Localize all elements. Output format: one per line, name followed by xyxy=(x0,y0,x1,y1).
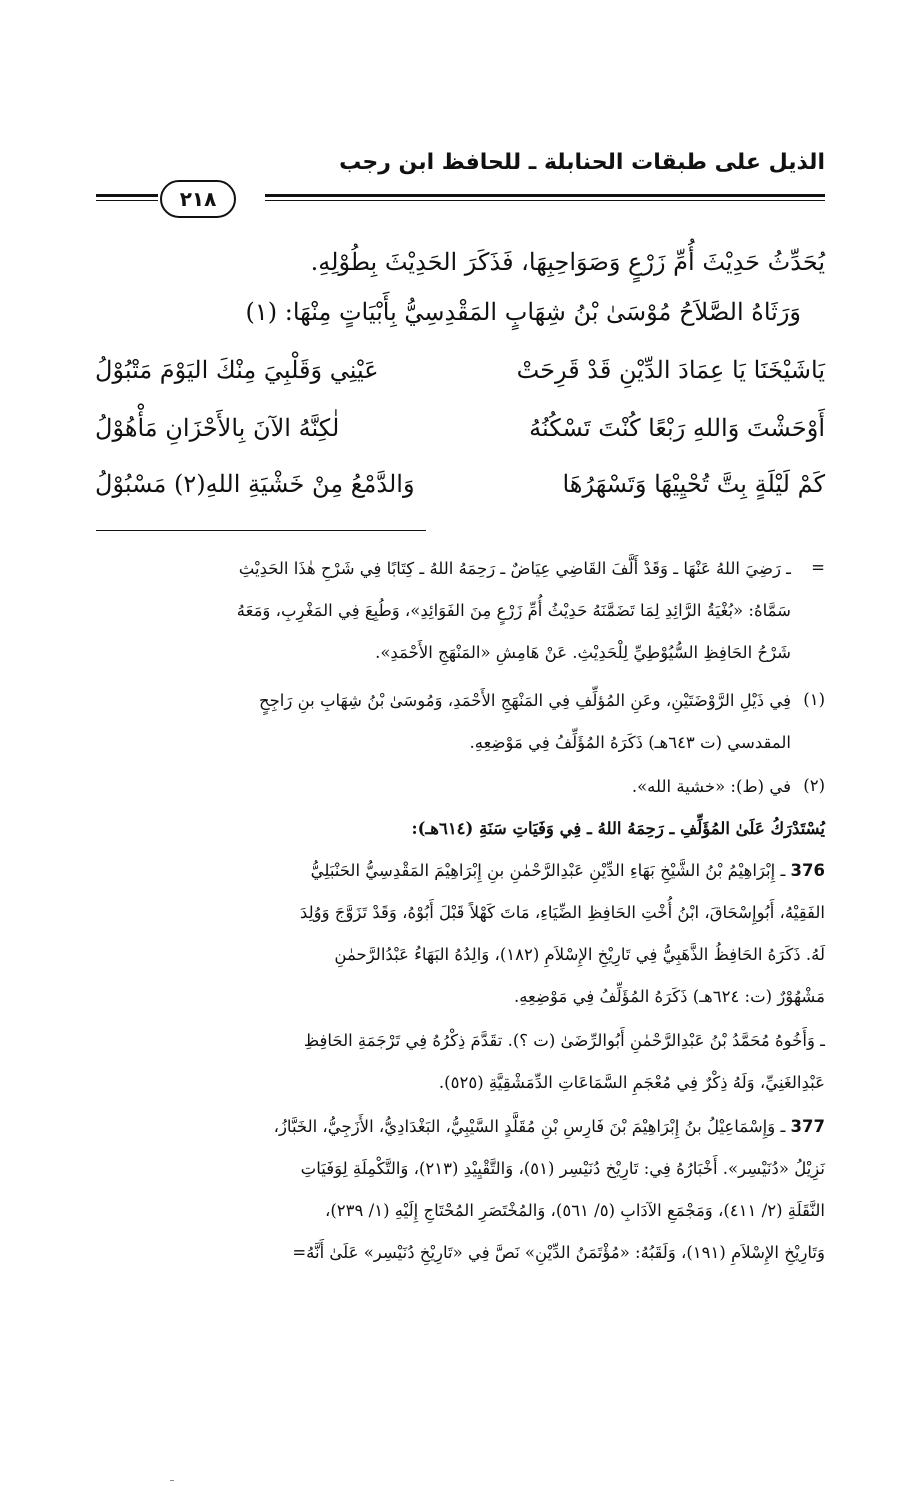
footnote-line: نَزِيْلُ «دُنَيْسِر». أَخْبَارُهُ فِي: تَارِيْخ دُنَيْسِر (٥١)، وَالتَّقْيِيْدِ (٢١٣)، وَالتَّكْمِلَةِ لِوَفَيَاتِ xyxy=(300,1159,825,1178)
footnote-line: النَّقَلَةِ (٢/ ٤١١)، وَمَجْمَعِ الآدَابِ (٥/ ٥٦١)، وَالمُخْتَصَرِ المُحْتَاجِ إِلَيْهِ (١/ ٢٣٩)، xyxy=(325,1201,825,1220)
header-rule-thick-left xyxy=(96,194,158,197)
header-rule-thin-left xyxy=(96,200,158,201)
footnote-separator xyxy=(96,530,426,531)
verse xyxy=(95,470,825,510)
footnote-line: لَهُ. ذَكَرَهُ الحَافِظُ الذَّهَبِيُّ فِي تَارِيْخِ الإِسْلاَمِ (١٨٢)، وَالِدُهُ البَهَاءُ عَبْدُالرَّحمٰنِ xyxy=(334,945,825,964)
footnote-line: وَتَارِيْخِ الإِسْلاَمِ (١٩١)، وَلَقَبُهُ: «مُؤْتَمَنُ الدِّيْنِ» نَصَّ فِي «تَارِيْخِ دُنَيْسِر» عَلَىٰ أَنَّهُ= xyxy=(292,1243,825,1262)
header-rule-thin xyxy=(265,200,825,201)
footnote-line: ـ رَضِيَ اللهُ عَنْهَا ـ وَقَدْ أَلَّفَ القَاضِي عِيَاضٌ ـ رَحِمَهُ اللهُ ـ كِتَابًا فِي شَرْحِ هٰذَا الحَدِيْثِ xyxy=(238,559,791,578)
entry-number: 376 xyxy=(790,861,825,880)
verse-first-hemistich: كَمْ لَيْلَةٍ بِتَّ تُحْيِيْهَا وَتَسْهَرُهَا xyxy=(562,470,825,498)
entry-377-line xyxy=(95,1114,825,1140)
footnote-line: عَبْدِالغَنِيِّ، وَلَهُ ذِكْرٌ فِي مُعْجَمِ السَّمَاعَاتِ الدِّمَشْقِيَّةِ (٥٢٥). xyxy=(438,1073,825,1092)
verse xyxy=(95,414,825,454)
verse-second-hemistich: لٰكِنَّهُ الآنَ بِالأَحْزَانِ مَأْهُوْلُ xyxy=(95,414,340,442)
footnote-line: شَرْحُ الحَافِظِ السُّيُوْطِيِّ لِلْحَدِيْثِ. عَنْ هَامِشِ «المَنْهَجِ الأَحْمَدِ». xyxy=(375,643,791,662)
trim-mark xyxy=(170,1480,174,1481)
verse-second-hemistich: وَالدَّمْعُ مِنْ خَشْيَةِ اللهِ(٢) مَسْبُوْلُ xyxy=(95,470,415,498)
book-title: الذيل على طبقات الحنابلة ـ للحافظ ابن رجب xyxy=(339,150,825,175)
entry-text: ـ إِبْرَاهِيْمُ بْنُ الشَّيْخِ بَهَاءِ الدِّيْنِ عَبْدِالرَّحْمٰنِ بنِ إِبْرَاهِيْمَ المَقْدِسِيُّ الحَنْبَلِيُّ xyxy=(310,861,786,880)
verse-first-hemistich: أَوْحَشْتَ وَاللهِ رَبْعًا كُنْتَ تَسْكُنُهُ xyxy=(529,414,825,442)
footnote-line: في (ط): «خشية الله». xyxy=(631,777,791,796)
main-text-line: يُحَدِّثُ حَدِيْثَ أُمِّ زَرْعٍ وَصَوَاحِبِهَا، فَذَكَرَ الحَدِيْثَ بِطُوْلِهِ. xyxy=(310,248,825,276)
footnote-marker: (٢) xyxy=(803,776,825,795)
verse xyxy=(95,356,825,396)
continuation-mark: = xyxy=(811,558,825,577)
verse-first-hemistich: يَاشَيْخَنَا يَا عِمَادَ الدِّيْنِ قَدْ قَرِحَتْ xyxy=(516,356,825,384)
footnote-line: ـ وَأَخُوهُ مُحَمَّدُ بْنُ عَبْدِالرَّحْمٰنِ أَبُوالرِّضَىٰ (ت ؟). تقَدَّمَ ذِكْرُهُ فِي تَرْجَمَةِ الحَافِظِ xyxy=(303,1031,825,1050)
entry-number: 377 xyxy=(790,1117,825,1136)
page-number: ٢١٨ xyxy=(160,180,236,218)
footnote-line: مَشْهُوْرٌ (ت: ٦٢٤هـ) ذَكَرَهُ المُؤَلِّفُ فِي مَوْضِعِهِ. xyxy=(513,987,825,1006)
footnote-marker: (١) xyxy=(803,690,825,709)
entry-text: ـ وَإِسْمَاعِيْلُ بنُ إِبْرَاهِيْمَ بْنَ فَارِسِ بْنِ مُقَلَّدٍ السَّيْبِيُّ، البَغْدَادِيُّ، الأَزَجِيُّ، الخَبَّازُ، xyxy=(273,1117,786,1136)
header-rule-thick xyxy=(265,194,825,197)
footnote-line: فِي ذَيْلِ الرَّوْضَتَيْنِ، وعَنِ المُؤلِّفِ فِي المَنْهَجِ الأَحْمَدِ، وَمُوسَىٰ بْنُ شِهَابِ بنِ رَاجِحٍ xyxy=(258,691,791,710)
footnote-line: سَمَّاهُ: «بُغْيَةُ الرَّائِدِ لِمَا تَضَمَّنَهُ حَدِيْثُ أُمِّ زَرْعٍ مِنَ الفَوَائِدِ»، وَطُبِعَ فِي المَغْرِبِ، وَمَعَهُ xyxy=(236,601,791,620)
verse-second-hemistich: عَيْنِي وَقَلْبِيَ مِنْكَ اليَوْمَ مَتْبُوْلُ xyxy=(95,356,379,384)
entry-376-line xyxy=(95,858,825,884)
footnote-line: المقدسي (ت ٦٤٣هـ) ذَكَرَهُ المُؤَلِّفُ فِي مَوْضِعِهِ. xyxy=(469,733,791,752)
main-text-line: وَرَثَاهُ الصَّلاَحُ مُوْسَىٰ بْنُ شِهَابٍ المَقْدِسِيُّ بِأَبْيَاتٍ مِنْهَا: (١) xyxy=(245,298,801,326)
addendum-heading: يُسْتَدْرَكُ عَلَىٰ المُؤَلِّفِ ـ رَحِمَهُ اللهُ ـ فِي وَفَيَاتِ سَنَةِ (٦١٤هـ): xyxy=(411,819,825,838)
footnote-line: الفَقِيْهُ، أَبُوإِسْحَاقَ، ابْنُ أُخْتِ الحَافِظِ الضِّيَاءِ، مَاتَ كَهْلاً قَبْلَ أَبُوْهُ، وَقَدْ تَزَوَّجَ وَوُلِدَ xyxy=(299,903,825,922)
